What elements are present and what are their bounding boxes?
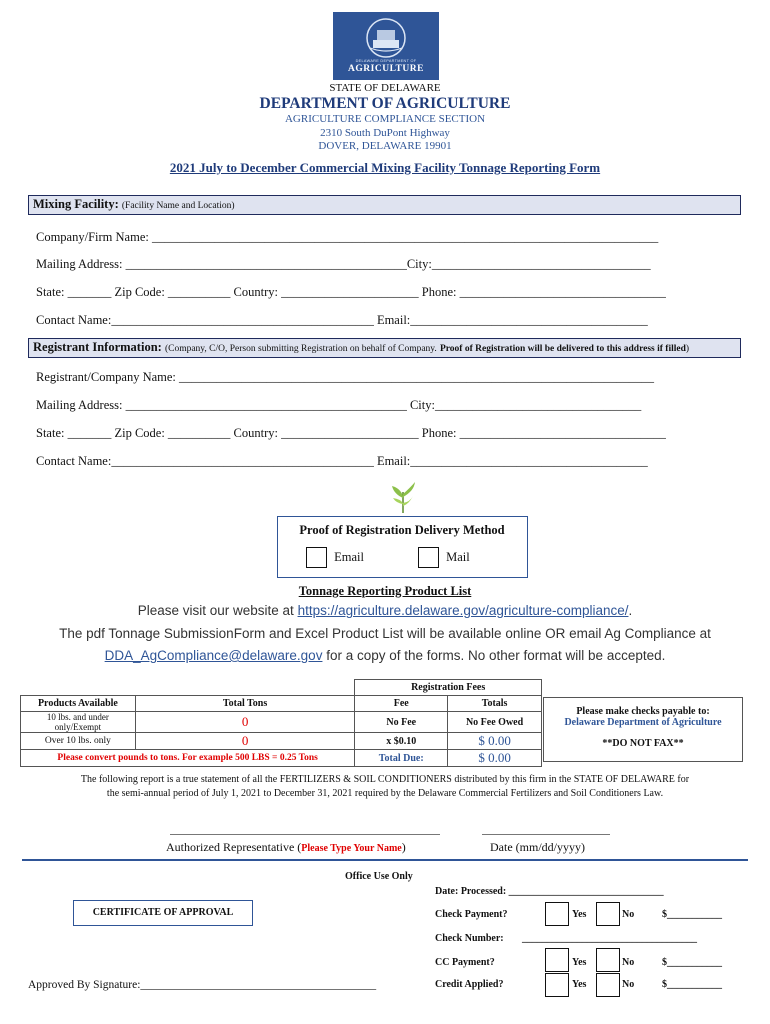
compliance-website-link[interactable]: https://agriculture.delaware.gov/agriculture-compliance/: [297, 603, 629, 618]
payment-instructions-box: [543, 697, 743, 762]
rep-note: Please Type Your Name: [301, 843, 402, 854]
company-name-field[interactable]: Company/Firm Name: _________________________________________________________________________________: [36, 230, 659, 244]
address-line-2: DOVER, DELAWARE 19901: [318, 140, 452, 152]
fees-table: [20, 679, 542, 767]
mixing-facility-header: [28, 195, 741, 215]
sprout-icon: [388, 478, 418, 514]
credit-yes-label: Yes: [572, 979, 587, 990]
rep-signature-line: [170, 834, 440, 835]
seal-icon: [333, 14, 439, 64]
no-fax-note: **DO NOT FAX**: [602, 738, 684, 749]
over-10-tons-input[interactable]: 0: [135, 733, 354, 750]
delivery-method-title: Proof of Registration Delivery Method: [299, 523, 505, 537]
product-list-line-3: [0, 648, 770, 663]
email-option-label: Email: [334, 550, 364, 564]
approved-by-signature-field[interactable]: Approved By Signature:_________________________________________: [28, 979, 377, 991]
cc-yes-label: Yes: [572, 957, 587, 968]
exempt-fee: No Fee: [355, 712, 448, 733]
mailing-address-field[interactable]: Mailing Address: _____________________________________________City:___________________________________: [36, 257, 651, 271]
registrant-company-field[interactable]: Registrant/Company Name: ____________________________________________________________________________: [36, 370, 655, 384]
check-no-box[interactable]: [596, 902, 620, 926]
state-zip-country-phone-field[interactable]: State: _______ Zip Code: __________ Country: ______________________ Phone: _________________________________: [36, 285, 666, 299]
form-title: 2021 July to December Commercial Mixing Facility Tonnage Reporting Form: [169, 160, 601, 175]
mixing-facility-heading: Mixing Facility:: [33, 197, 119, 211]
exempt-tons-input[interactable]: 0: [135, 712, 354, 733]
product-list-line-1: [0, 603, 770, 618]
cc-yes-box[interactable]: [545, 948, 569, 972]
credit-no-label: No: [622, 979, 635, 990]
visit-text: Please visit our website at: [137, 603, 298, 618]
delivery-mail-option[interactable]: [418, 547, 470, 568]
department-title: DEPARTMENT OF AGRICULTURE: [259, 95, 511, 112]
check-no-label: No: [622, 909, 635, 920]
cc-amount-field: $___________: [662, 957, 722, 968]
credit-applied-label: Credit Applied?: [435, 979, 504, 990]
total-tons-header: Total Tons: [135, 696, 354, 712]
divider: [22, 859, 748, 861]
rep-close: ): [401, 840, 406, 854]
over-10-total: $ 0.00: [448, 733, 542, 750]
mixing-facility-subheading: (Facility Name and Location): [121, 201, 235, 211]
check-yes-box[interactable]: [545, 902, 569, 926]
check-amount-field: $___________: [662, 909, 722, 920]
credit-yes-box[interactable]: [545, 973, 569, 997]
convert-pounds-note: Please convert pounds to tons. For example 500 LBS = 0.25 Tons: [21, 750, 355, 767]
contact-email-field[interactable]: Contact Name:__________________________________________ Email:______________________________________: [36, 313, 648, 327]
registration-fees-header: Registration Fees: [355, 680, 542, 696]
check-yes-label: Yes: [572, 909, 587, 920]
check-number-field: ___________________________________: [522, 933, 697, 944]
office-use-title: Office Use Only: [345, 871, 413, 882]
compliance-email-link[interactable]: DDA_AgCompliance@delaware.gov: [104, 648, 323, 663]
cc-no-box[interactable]: [596, 948, 620, 972]
registrant-subheading: (Company, C/O, Person submitting Registration on behalf of Company.: [164, 344, 437, 354]
statement-line-1: The following report is a true statement of all the FERTILIZERS & SOIL CONDITIONERS distributed by this firm in the STATE OF DELAWARE for: [80, 774, 690, 785]
credit-no-box[interactable]: [596, 973, 620, 997]
products-available-header: Products Available: [21, 696, 136, 712]
state-label: STATE OF DELAWARE: [329, 82, 441, 94]
rep-label: Authorized Representative (: [166, 840, 302, 854]
certificate-of-approval-box: CERTIFICATE OF APPROVAL: [73, 900, 253, 926]
mail-option-label: Mail: [446, 550, 470, 564]
total-due-label: Total Due:: [355, 750, 448, 767]
over-10-fee: x $0.10: [355, 733, 448, 750]
registrant-close-paren: ): [685, 344, 690, 354]
logo-subtitle: DELAWARE DEPARTMENT OF: [355, 59, 417, 63]
total-due-value: $ 0.00: [448, 750, 542, 767]
visit-text-end: .: [628, 603, 633, 618]
date-processed-field: Date: Processed: _______________________________: [435, 886, 664, 897]
totals-header: Totals: [448, 696, 542, 712]
date-field[interactable]: Date (mm/dd/yyyy): [490, 840, 585, 854]
authorized-rep-field[interactable]: [166, 840, 406, 855]
mail-checkbox[interactable]: [418, 547, 439, 568]
product-list-line-2: The pdf Tonnage SubmissionForm and Excel Product List will be available online OR email Ag Compliance at: [59, 626, 711, 641]
registrant-contact-field[interactable]: Contact Name:__________________________________________ Email:______________________________________: [36, 454, 648, 468]
check-payment-label: Check Payment?: [435, 909, 508, 920]
email-checkbox[interactable]: [306, 547, 327, 568]
agriculture-logo: [333, 12, 439, 80]
cc-no-label: No: [622, 957, 635, 968]
registrant-mailing-field[interactable]: Mailing Address: _____________________________________________ City:_________________________________: [36, 398, 642, 412]
logo-text: AGRICULTURE: [348, 64, 424, 74]
registrant-info-header: [28, 338, 741, 358]
check-number-label: Check Number:: [435, 933, 504, 944]
payee-name: Delaware Department of Agriculture: [564, 717, 722, 728]
delivery-email-option[interactable]: [306, 547, 364, 568]
registrant-state-line-field[interactable]: State: _______ Zip Code: __________ Country: ______________________ Phone: _________________________________: [36, 426, 666, 440]
cc-payment-label: CC Payment?: [435, 957, 495, 968]
checks-payable-label: Please make checks payable to:: [576, 706, 710, 717]
registrant-heading: Registrant Information:: [33, 340, 162, 354]
registrant-proof-note: Proof of Registration will be delivered to this address if filled: [439, 344, 686, 354]
delivery-method-box: [277, 516, 528, 578]
exempt-row-label: 10 lbs. and under only/Exempt: [21, 712, 136, 733]
exempt-total: No Fee Owed: [448, 712, 542, 733]
statement-line-2: the semi-annual period of July 1, 2021 to December 31, 2021 required by the Delaware Commercial Fertilizers and Soil Conditioners Law.: [106, 788, 664, 799]
forms-note: for a copy of the forms. No other format will be accepted.: [322, 648, 666, 663]
address-line-1: 2310 South DuPont Highway: [320, 127, 450, 139]
product-list-title: Tonnage Reporting Product List: [298, 584, 472, 598]
date-line: [482, 834, 610, 835]
over-10-row-label: Over 10 lbs. only: [21, 733, 136, 750]
credit-amount-field: $___________: [662, 979, 722, 990]
section-label: AGRICULTURE COMPLIANCE SECTION: [284, 113, 486, 125]
fee-header: Fee: [355, 696, 448, 712]
